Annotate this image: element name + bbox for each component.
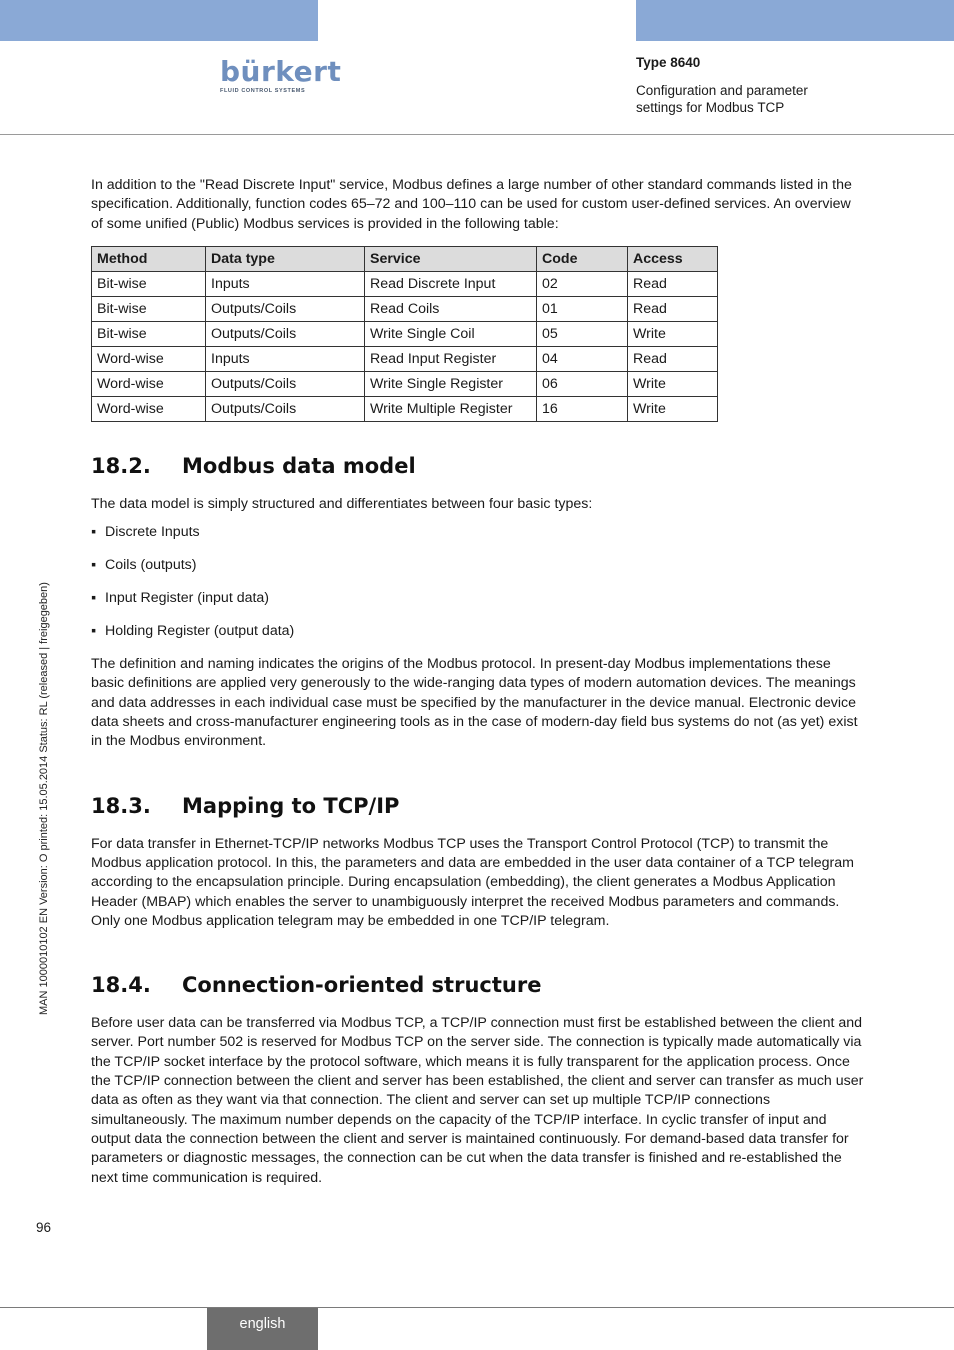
table-cell: Write <box>628 396 718 421</box>
section-heading-connection-structure <box>91 971 866 999</box>
list-item-text: Input Register (input data) <box>105 590 270 607</box>
table-cell: Read Discrete Input <box>365 271 537 296</box>
section-heading-mapping-tcp-ip <box>91 792 866 820</box>
list-item <box>91 523 866 556</box>
bullet-icon: ▪ <box>91 623 97 640</box>
table-cell: Write Single Register <box>365 371 537 396</box>
section-heading-modbus-data-model <box>91 452 866 480</box>
table-cell: Write <box>628 321 718 346</box>
table-row <box>92 396 718 421</box>
table-cell: Write Single Coil <box>365 321 537 346</box>
burkert-logo <box>220 55 342 94</box>
header-cell-access: Access <box>628 246 718 271</box>
section-number: 18.3. <box>91 793 151 818</box>
table-cell: Inputs <box>206 271 365 296</box>
table-header-row <box>92 246 718 271</box>
document-type-title: Type 8640 <box>636 55 701 70</box>
footer-divider <box>0 1307 954 1308</box>
header-divider <box>0 134 954 135</box>
table-cell: 06 <box>537 371 628 396</box>
table-cell: Read Input Register <box>365 346 537 371</box>
table-cell: Write Multiple Register <box>365 396 537 421</box>
table-cell: Read Coils <box>365 296 537 321</box>
header-band-left <box>0 0 318 41</box>
table-cell: Outputs/Coils <box>206 321 365 346</box>
list-item-text: Discrete Inputs <box>105 524 200 541</box>
table-cell: Inputs <box>206 346 365 371</box>
table-cell: 01 <box>537 296 628 321</box>
section-title: Mapping to TCP/IP <box>182 793 400 818</box>
bullet-icon: ▪ <box>91 590 97 607</box>
document-type-subtitle <box>636 82 886 116</box>
table-cell: Word-wise <box>92 371 206 396</box>
table-cell: 02 <box>537 271 628 296</box>
list-item <box>91 556 866 589</box>
list-item <box>91 589 866 622</box>
table-cell: Read <box>628 296 718 321</box>
bullet-icon: ▪ <box>91 557 97 574</box>
connection-body: Before user data can be transferred via Modbus TCP, a TCP/IP connection must first be established between the client and server. Port number 502 is reserved for Modbus TCP on the server side. The connection is typically made automatically via the TCP/IP socket interface by the protocol software, which means it is fully transparent for the application process. Once the TCP/IP connection between the client and server has been established, the client and server can transfer as much user data as often as they want via that connection. The client and server can set up multiple TCP/IP connections simultaneously. The maximum number depends on the capacity of the TCP/IP interface. In cyclic transfer of input and output data the connection between the client and server is maintained continuously. For demand-based data transfer for parameters or diagnostic messages, the connection can be cut when the data transfer is finished and re-established the next time communication is required. <box>91 1015 864 1186</box>
page-content <box>91 176 866 1188</box>
modbus-services-table <box>91 246 718 422</box>
table-cell: Outputs/Coils <box>206 296 365 321</box>
table-cell: 04 <box>537 346 628 371</box>
page-number: 96 <box>36 1220 52 1235</box>
data-model-body: The definition and naming indicates the origins of the Modbus protocol. In present-day Modbus implementations these basic definitions are applied very generously to the wide-ranging data types of modern automation devices. The meanings and data addresses in each individual case must be specified by the manufacturer in the device manual. Electronic device data sheets and cross-manufacturer engineering tools as in the case of modern-day field bus systems do not (as yet) exist in the Modbus environment. <box>91 656 858 750</box>
table-cell: Word-wise <box>92 346 206 371</box>
table-cell: Write <box>628 371 718 396</box>
header-cell-service: Service <box>365 246 537 271</box>
table-row <box>92 346 718 371</box>
list-item <box>91 622 866 655</box>
data-type-list <box>91 523 866 655</box>
data-model-intro: The data model is simply structured and differentiates between four basic types: <box>91 495 593 512</box>
list-item-text: Holding Register (output data) <box>105 623 295 640</box>
header-cell-data-type: Data type <box>206 246 365 271</box>
table-cell: 16 <box>537 396 628 421</box>
section-number: 18.2. <box>91 453 151 478</box>
list-item-text: Coils (outputs) <box>105 557 197 574</box>
table-cell: Bit-wise <box>92 321 206 346</box>
header-cell-code: Code <box>537 246 628 271</box>
table-row <box>92 271 718 296</box>
table-cell: Bit-wise <box>92 271 206 296</box>
logo-wordmark: bürkert <box>220 55 342 88</box>
table-cell: Bit-wise <box>92 296 206 321</box>
subtitle-line-2: settings for Modbus TCP <box>636 100 785 115</box>
section-number: 18.4. <box>91 973 151 998</box>
section-title: Connection-oriented structure <box>182 973 542 998</box>
table-row <box>92 296 718 321</box>
table-cell: Read <box>628 271 718 296</box>
table-cell: Word-wise <box>92 396 206 421</box>
table-row <box>92 371 718 396</box>
mapping-body: For data transfer in Ethernet-TCP/IP networks Modbus TCP uses the Transport Control Protocol (TCP) to transmit the Modbus application protocol. In this, the parameters and data are embedded in the user data container of a TCP telegram according to the encapsulation principle. During encapsulation (embedding), the client generates a Modbus Application Header (MBAP) which enables the server to unambiguously interpret the received Modbus parameters and commands. Only one Modbus application telegram may be embedded in one TCP/IP telegram. <box>91 835 854 929</box>
section-title: Modbus data model <box>182 453 416 478</box>
table-cell: Read <box>628 346 718 371</box>
print-status-sidebar: MAN 1000010102 EN Version: O printed: 15.05.2014 Status: RL (released | freigegeben) <box>38 582 50 1015</box>
intro-paragraph: In addition to the "Read Discrete Input" service, Modbus defines a large number of other standard commands listed in the specification. Additionally, function codes 65–72 and 100–110 can be used for custom user-defined services. An overview of some unified (Public) Modbus services is provided in the following table: <box>91 177 852 232</box>
table-cell: Outputs/Coils <box>206 371 365 396</box>
header-cell-method: Method <box>92 246 206 271</box>
header-band-right <box>636 0 954 41</box>
table-cell: Outputs/Coils <box>206 396 365 421</box>
table-row <box>92 321 718 346</box>
subtitle-line-1: Configuration and parameter <box>636 83 808 98</box>
logo-subtitle: FLUID CONTROL SYSTEMS <box>220 88 306 94</box>
bullet-icon: ▪ <box>91 524 97 541</box>
table-cell: 05 <box>537 321 628 346</box>
language-tab: english <box>207 1308 318 1350</box>
